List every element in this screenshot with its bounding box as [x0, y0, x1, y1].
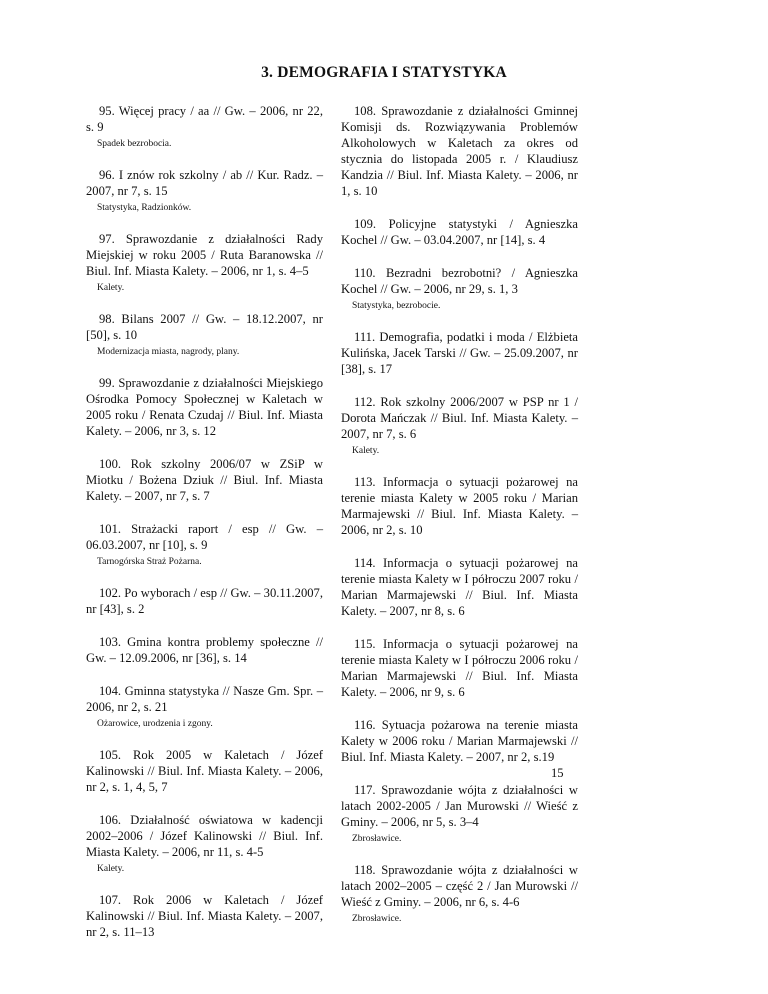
entry-citation: 108. Sprawozdanie z działalności Gminnej Komisji ds. Rozwiązywania Problemów Alkoholowych w Kaletach za okres od stycznia do listopada 2005 r. / Klaudiusz Kandzia // Biul. Inf. Miasta Kalety. – 2006, nr 1, s. 10 — [341, 104, 578, 198]
entry-citation: 118. Sprawozdanie wójta z działalności w latach 2002–2005 – część 2 / Jan Murowski // Wieść z Gminy. – 2006, nr 6, s. 4-6 — [341, 863, 578, 909]
entry-keywords: Kalety. — [97, 864, 125, 874]
bibliography-entry — [86, 683, 323, 730]
bibliography-entry — [341, 717, 578, 765]
bibliography-entry — [341, 555, 578, 619]
entry-citation: 100. Rok szkolny 2006/07 w ZSiP w Miotku / Bożena Dziuk // Biul. Inf. Miasta Kalety. – 2007, nr 7, s. 7 — [86, 457, 323, 503]
entry-citation: 109. Policyjne statystyki / Agnieszka Kochel // Gw. – 03.04.2007, nr [14], s. 4 — [341, 217, 578, 247]
entry-keywords: Zbrosławice. — [352, 914, 402, 924]
bibliography-entry — [341, 394, 578, 457]
bibliography-entry — [341, 782, 578, 845]
entry-citation: 95. Więcej pracy / aa // Gw. – 2006, nr 22, s. 9 — [86, 104, 323, 134]
bibliography-entry — [86, 375, 323, 439]
page-number: 15 — [551, 766, 564, 780]
bibliography-entry — [341, 103, 578, 199]
bibliography-entry — [341, 329, 578, 377]
entry-citation: 96. I znów rok szkolny / ab // Kur. Radz. – 2007, nr 7, s. 15 — [86, 168, 323, 198]
entry-keywords: Statystyka, Radzionków. — [97, 203, 192, 213]
entry-citation: 102. Po wyborach / esp // Gw. – 30.11.2007, nr [43], s. 2 — [86, 586, 323, 616]
entry-citation: 99. Sprawozdanie z działalności Miejskiego Ośrodka Pomocy Społecznej w Kaletach w 2005 roku / Renata Czudaj // Biul. Inf. Miasta Kalety. – 2006, nr 3, s. 12 — [86, 376, 323, 438]
bibliography-entry — [86, 456, 323, 504]
bibliography-entry — [341, 216, 578, 248]
bibliography-entry — [86, 311, 323, 358]
bibliography-entry — [86, 521, 323, 568]
entry-citation: 113. Informacja o sytuacji pożarowej na terenie miasta Kalety w 2005 roku / Marian Marmajewski // Biul. Inf. Miasta Kalety. – 2006, nr 2, s. 10 — [341, 475, 578, 537]
entry-keywords: Kalety. — [97, 283, 125, 293]
entry-keywords: Tarnogórska Straż Pożarna. — [97, 557, 202, 567]
entry-citation: 116. Sytuacja pożarowa na terenie miasta Kalety w 2006 roku / Marian Marmajewski // Biul. Inf. Miasta Kalety. – 2007, nr 2, s.19 — [341, 718, 578, 764]
entry-keywords: Statystyka, bezrobocie. — [352, 301, 441, 311]
bibliography-entry — [86, 634, 323, 666]
entry-keywords: Ożarowice, urodzenia i zgony. — [97, 719, 213, 729]
entry-citation: 97. Sprawozdanie z działalności Rady Miejskiej w roku 2005 / Ruta Baranowska // Biul. Inf. Miasta Kalety. – 2006, nr 1, s. 4–5 — [86, 232, 323, 278]
entry-citation: 111. Demografia, podatki i moda / Elżbieta Kulińska, Jacek Tarski // Gw. – 25.09.2007, nr [38], s. 17 — [341, 330, 578, 376]
bibliography-entry — [341, 265, 578, 312]
entry-keywords: Kalety. — [352, 446, 380, 456]
entry-citation: 105. Rok 2005 w Kaletach / Józef Kalinowski // Biul. Inf. Miasta Kalety. – 2006, nr 2, s. 1, 4, 5, 7 — [86, 748, 323, 794]
entry-citation: 104. Gminna statystyka // Nasze Gm. Spr. – 2006, nr 2, s. 21 — [86, 684, 323, 714]
section-title: 3. DEMOGRAFIA I STATYSTYKA — [261, 64, 507, 81]
entry-citation: 110. Bezradni bezrobotni? / Agnieszka Kochel // Gw. – 2006, nr 29, s. 1, 3 — [341, 266, 578, 296]
entry-citation: 114. Informacja o sytuacji pożarowej na terenie miasta Kalety w I półroczu 2007 roku / Marian Marmajewski // Biul. Inf. Miasta Kalety. – 2007, nr 8, s. 6 — [341, 556, 578, 618]
entry-citation: 98. Bilans 2007 // Gw. – 18.12.2007, nr [50], s. 10 — [86, 312, 323, 342]
entry-citation: 101. Strażacki raport / esp // Gw. – 06.03.2007, nr [10], s. 9 — [86, 522, 323, 552]
entry-citation: 107. Rok 2006 w Kaletach / Józef Kalinowski // Biul. Inf. Miasta Kalety. – 2007, nr 2, s. 11–13 — [86, 893, 323, 939]
bibliography-entry — [86, 103, 323, 150]
entry-citation: 117. Sprawozdanie wójta z działalności w latach 2002-2005 / Jan Murowski // Wieść z Gminy. – 2006, nr 5, s. 3–4 — [341, 783, 578, 829]
entry-keywords: Spadek bezrobocia. — [97, 139, 172, 149]
bibliography-entry — [341, 474, 578, 538]
bibliography-entry — [86, 812, 323, 875]
bibliography-entry — [341, 636, 578, 700]
left-column — [86, 103, 323, 957]
bibliography-entry — [86, 747, 323, 795]
right-column — [341, 103, 578, 942]
bibliography-entry — [86, 231, 323, 294]
entry-keywords: Zbrosławice. — [352, 834, 402, 844]
bibliography-entry — [86, 892, 323, 940]
bibliography-entry — [341, 862, 578, 925]
entry-citation: 106. Działalność oświatowa w kadencji 2002–2006 / Józef Kalinowski // Biul. Inf. Miasta Kalety. – 2006, nr 11, s. 4-5 — [86, 813, 323, 859]
entry-citation: 103. Gmina kontra problemy społeczne // Gw. – 12.09.2006, nr [36], s. 14 — [86, 635, 323, 665]
entry-citation: 115. Informacja o sytuacji pożarowej na terenie miasta Kalety w I półroczu 2006 roku / Marian Marmajewski // Biul. Inf. Miasta Kalety. – 2006, nr 9, s. 6 — [341, 637, 578, 699]
bibliography-entry — [86, 167, 323, 214]
entry-citation: 112. Rok szkolny 2006/2007 w PSP nr 1 / Dorota Mańczak // Biul. Inf. Miasta Kalety. – 2007, nr 7, s. 6 — [341, 395, 578, 441]
bibliography-entry — [86, 585, 323, 617]
entry-keywords: Modernizacja miasta, nagrody, plany. — [97, 347, 240, 357]
